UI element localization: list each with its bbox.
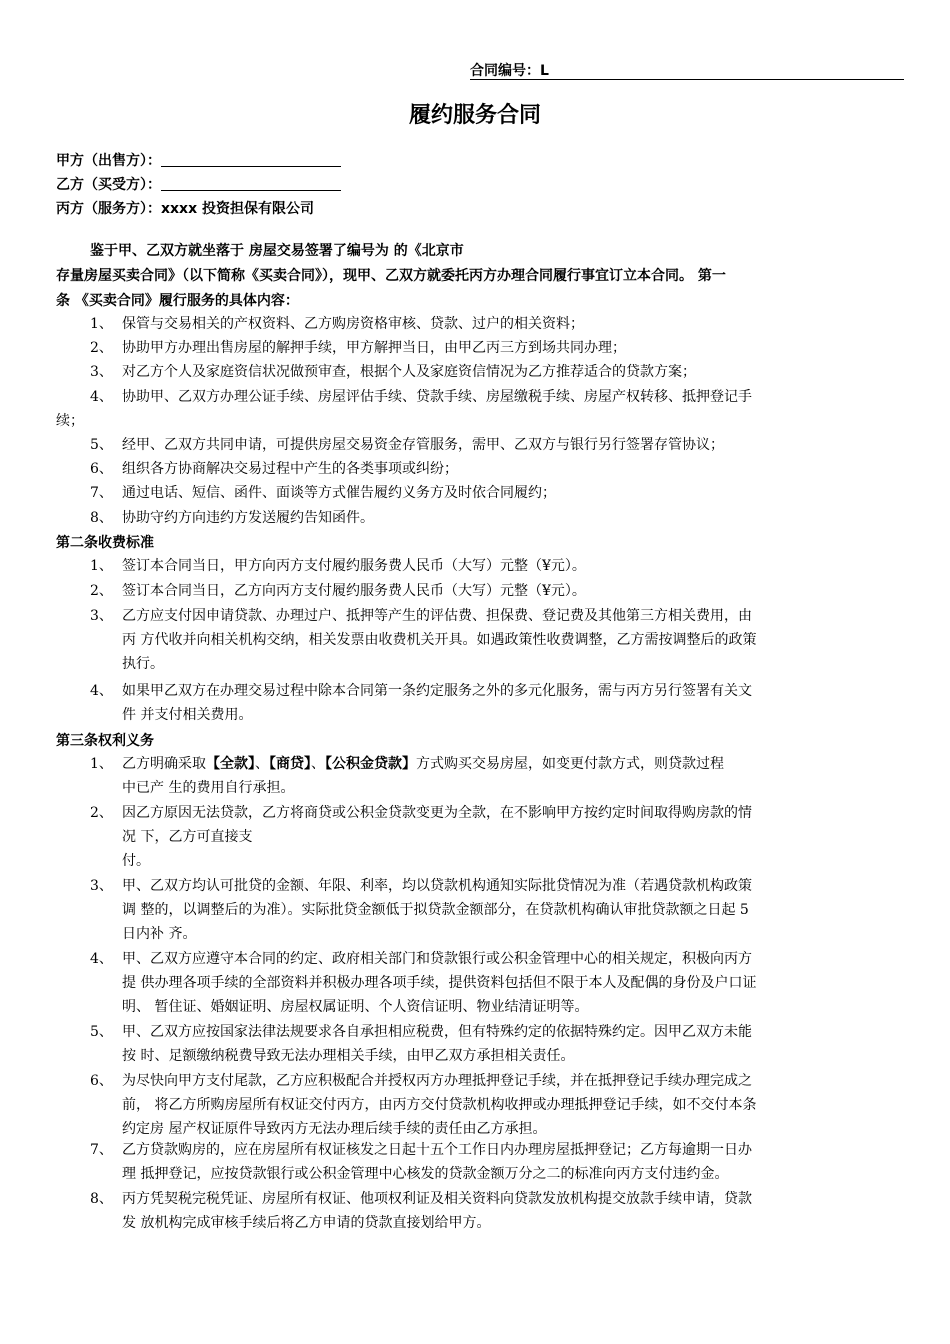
section-2-heading: 第二条收费标准 xyxy=(56,535,154,551)
section-1-item-number: 3、 xyxy=(90,364,113,381)
section-3-item-line: 中已产 生的费用自行承担。 xyxy=(122,780,295,797)
section-1-item-number: 8、 xyxy=(90,509,113,526)
party-seller-blank xyxy=(161,152,341,167)
section-3-item-line: 明、 暂住证、婚姻证明、房屋权属证明、个人资信证明、物业结清证明等。 xyxy=(122,999,589,1016)
section-3-item-line: 乙方明确采取【全款】、【商贷】、【公积金贷款】方式购买交易房屋，如变更付款方式，则贷款过程 xyxy=(122,756,724,772)
section-1-item-text: 组织各方协商解决交易过程中产生的各类事项或纠纷； xyxy=(122,461,458,478)
section-3-item-number: 1、 xyxy=(90,756,113,772)
section-1-item-number: 7、 xyxy=(90,485,113,502)
party-buyer-blank xyxy=(161,176,341,191)
party-buyer xyxy=(56,174,341,194)
section-3-item-line: 按 时、足额缴纳税费导致无法办理相关手续，由甲乙双方承担相关责任。 xyxy=(122,1048,575,1065)
section-1-item-text: 通过电话、短信、函件、面谈等方式催告履约义务方及时依合同履约； xyxy=(122,485,556,502)
section-3-item-line: 日内补 齐。 xyxy=(122,926,197,943)
party-service: 丙方（服务方）：xxxx 投资担保有限公司 xyxy=(56,201,314,217)
section-1-item-number: 5、 xyxy=(90,437,113,453)
section-2-item-number: 1、 xyxy=(90,558,113,574)
page-title: 履约服务合同 xyxy=(408,103,541,128)
section-2-item-line: 签订本合同当日，甲方向丙方支付履约服务费人民币（大写）元整（¥元）。 xyxy=(122,558,586,574)
section-3-item-line: 付。 xyxy=(122,853,150,870)
section-3-item-number: 2、 xyxy=(90,805,113,821)
section-3-item-line: 甲、乙双方应遵守本合同的约定、政府相关部门和贷款银行或公积金管理中心的相关规定，积极向丙方 xyxy=(122,951,752,967)
section-2-item-line: 乙方应支付因申请贷款、办理过户、抵押等产生的评估费、担保费、登记费及其他第三方相关费用，由 xyxy=(122,608,752,624)
party-seller xyxy=(56,150,341,170)
party-seller-label: 甲方（出售方）： xyxy=(56,153,161,169)
section-1-item-text: 对乙方个人及家庭资信状况做预审查，根据个人及家庭资信情况为乙方推荐适合的贷款方案； xyxy=(122,364,696,381)
section-3-item-number: 8、 xyxy=(90,1191,113,1207)
section-3-item-number: 6、 xyxy=(90,1073,113,1089)
section-3-item-line: 乙方贷款购房的，应在房屋所有权证核发之日起十五个工作日内办理房屋抵押登记；乙方每逾期一日办 xyxy=(122,1142,752,1158)
section-2-item-number: 4、 xyxy=(90,683,113,699)
intro-line-2: 存量房屋买卖合同》（以下简称《买卖合同》），现甲、乙双方就委托丙方办理合同履行事宜订立本合同。 第一 xyxy=(56,268,726,284)
section-3-item-line: 丙方凭契税完税凭证、房屋所有权证、他项权利证及相关资料向贷款发放机构提交放款手续申请，贷款 xyxy=(122,1191,752,1207)
section-3-item-line: 因乙方原因无法贷款，乙方将商贷或公积金贷款变更为全款，在不影响甲方按约定时间取得购房款的情 xyxy=(122,805,752,821)
section-3-item-line: 为尽快向甲方支付尾款，乙方应积极配合并授权丙方办理抵押登记手续，并在抵押登记手续办理完成之 xyxy=(122,1073,752,1089)
section-1-item-text: 保管与交易相关的产权资料、乙方购房资格审核、贷款、过户的相关资料； xyxy=(122,316,584,332)
section-2-item-line: 如果甲乙双方在办理交易过程中除本合同第一条约定服务之外的多元化服务，需与丙方另行签署有关文 xyxy=(122,683,752,699)
intro-line-3: 条 《买卖合同》履行服务的具体内容： xyxy=(56,293,299,309)
section-2-item-line: 件 并支付相关费用。 xyxy=(122,707,253,724)
section-1-item-text: 协助甲、乙双方办理公证手续、房屋评估手续、贷款手续、房屋缴税手续、房屋产权转移、抵押登记手 xyxy=(122,388,752,405)
section-3-heading: 第三条权利义务 xyxy=(56,733,154,749)
section-3-item-number: 3、 xyxy=(90,878,113,894)
section-1-item-text: 协助守约方向违约方发送履约告知函件。 xyxy=(122,509,374,526)
section-3-item-line: 提 供办理各项手续的全部资料并积极办理各项手续，提供资料包括但不限于本人及配偶的身份及户口证 xyxy=(122,975,757,992)
section-1-item-number: 6、 xyxy=(90,461,113,478)
section-2-item-number: 3、 xyxy=(90,608,113,624)
section-1-item-text: 经甲、乙双方共同申请，可提供房屋交易资金存管服务，需甲、乙双方与银行另行签署存管协议； xyxy=(122,437,724,453)
section-3-item-line: 调 整的，以调整后的为准）。实际批贷金额低于拟贷款金额部分，在贷款机构确认审批贷款额之日起 5 xyxy=(122,902,749,919)
section-3-item-line: 发 放机构完成审核手续后将乙方申请的贷款直接划给甲方。 xyxy=(122,1215,491,1232)
section-2-item-line: 签订本合同当日，乙方向丙方支付履约服务费人民币（大写）元整（¥元）。 xyxy=(122,583,586,599)
section-3-item-line: 前， 将乙方所购房屋所有权证交付丙方，由丙方交付贷款机构收押或办理抵押登记手续，如不交付本条 xyxy=(122,1097,757,1114)
section-3-item-number: 7、 xyxy=(90,1142,113,1158)
contract-number: 合同编号：L xyxy=(470,60,904,80)
section-3-item-line: 约定房 屋产权证原件导致丙方无法办理后续手续的责任由乙方承担。 xyxy=(122,1121,547,1138)
section-1-item-number: 1、 xyxy=(90,316,113,332)
section-3-item-line: 理 抵押登记，应按贷款银行或公积金管理中心核发的贷款金额万分之二的标准向丙方支付违约金。 xyxy=(122,1166,729,1183)
section-3-item-number: 4、 xyxy=(90,951,113,967)
intro-line-1: 鉴于甲、乙双方就坐落于 房屋交易签署了编号为 的《北京市 xyxy=(90,243,464,259)
section-2-item-line: 执行。 xyxy=(122,656,164,673)
section-1-item-number: 4、 xyxy=(90,388,113,405)
section-3-item-line: 甲、乙双方应按国家法律法规要求各自承担相应税费，但有特殊约定的依据特殊约定。因甲乙双方未能 xyxy=(122,1024,752,1040)
section-3-item-line: 甲、乙双方均认可批贷的金额、年限、利率，均以贷款机构通知实际批贷情况为准（若遇贷款机构政策 xyxy=(122,878,752,894)
section-1-item-number: 2、 xyxy=(90,340,113,357)
section-3-item-line: 况 下，乙方可直接支 xyxy=(122,829,253,846)
party-buyer-label: 乙方（买受方）： xyxy=(56,177,161,193)
section-1-item-text: 协助甲方办理出售房屋的解押手续，甲方解押当日，由甲乙丙三方到场共同办理； xyxy=(122,340,626,357)
section-3-item-number: 5、 xyxy=(90,1024,113,1040)
section-1-item-continuation: 续； xyxy=(56,412,84,429)
section-2-item-number: 2、 xyxy=(90,583,113,599)
section-2-item-line: 丙 方代收并向相关机构交纳，相关发票由收费机关开具。如遇政策性收费调整，乙方需按调整后的政策 xyxy=(122,632,757,649)
